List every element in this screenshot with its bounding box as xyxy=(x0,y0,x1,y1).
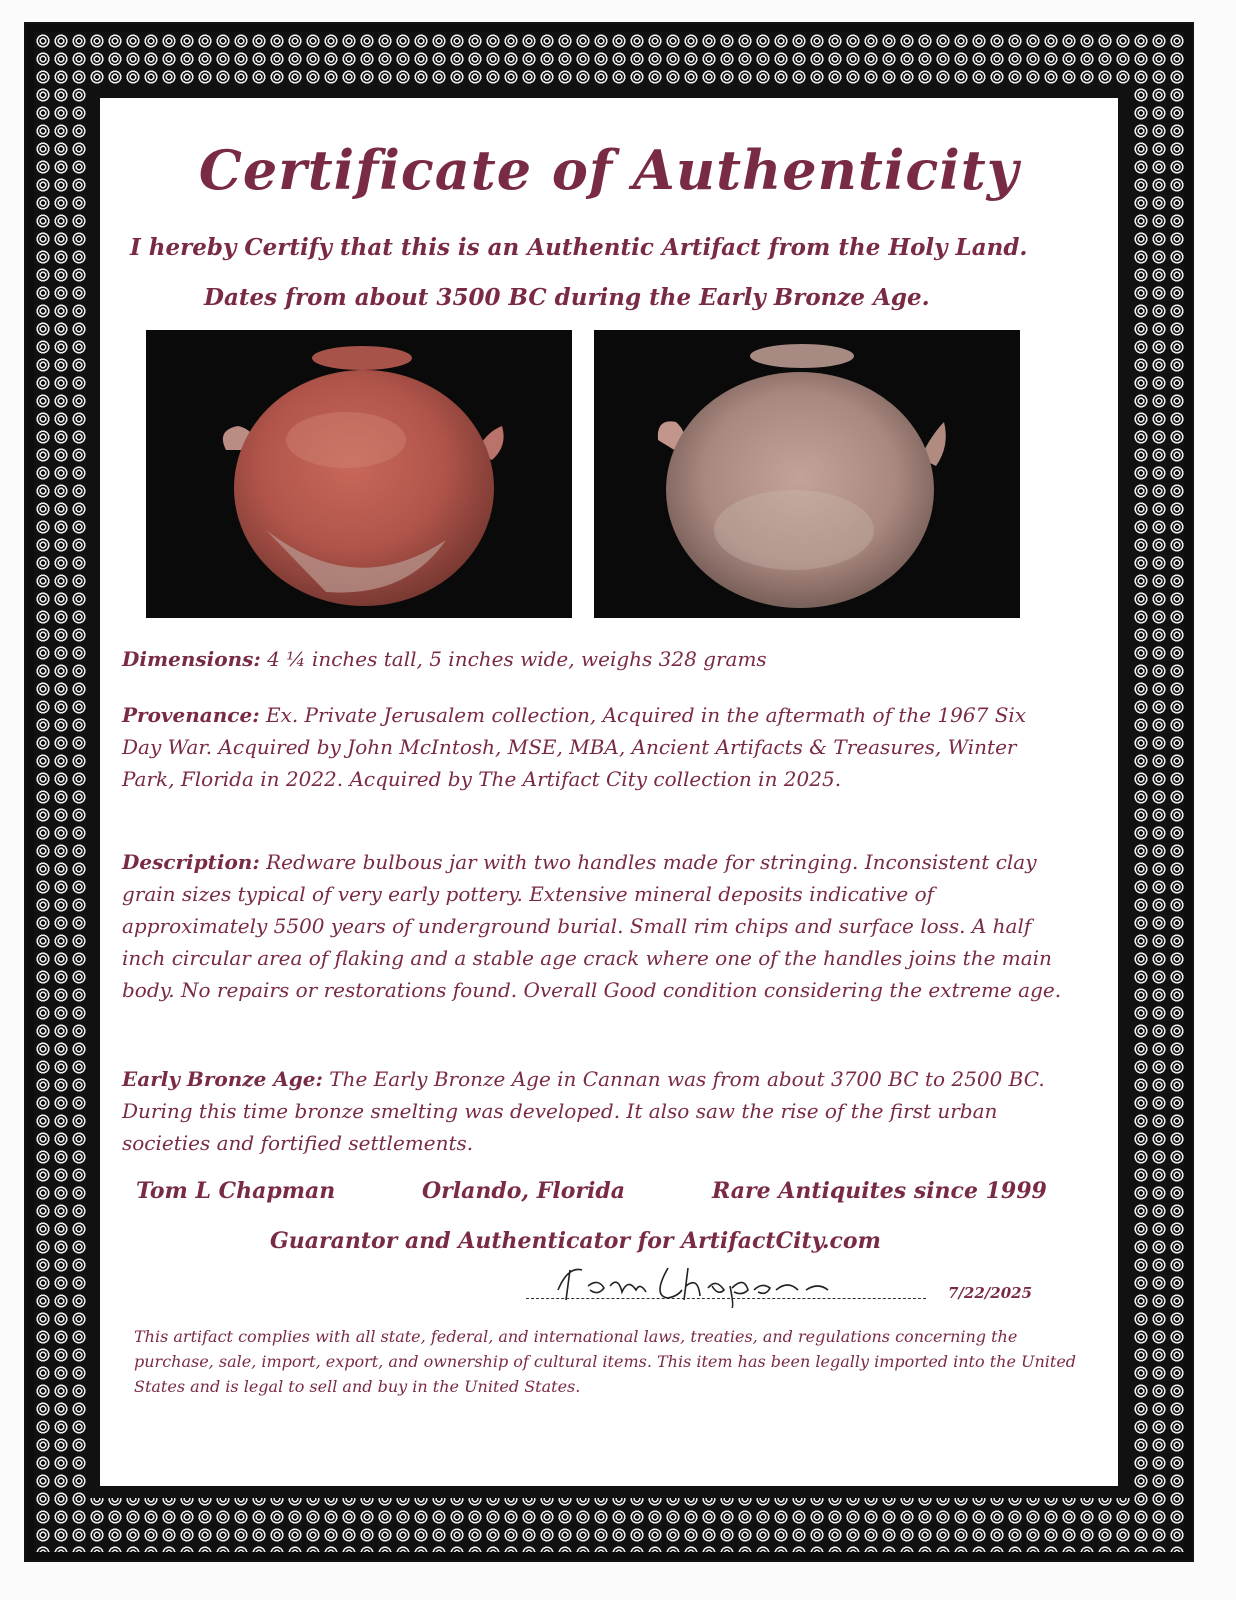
early-bronze-age-text: The Early Bronze Age in Cannan was from about 3700 BC to 2500 BC. During this time bronze smelting was developed. It also saw the rise of the first urban societies and fortified settlements. xyxy=(122,1067,1045,1155)
signature-date: 7/22/2025 xyxy=(948,1284,1033,1302)
certificate-page xyxy=(100,98,1118,1486)
early-bronze-age-paragraph xyxy=(122,1063,1062,1159)
legal-compliance-statement: This artifact complies with all state, federal, and international laws, treaties, and regulations concerning the purchase, sale, import, export, and ownership of cultural items. This item has been legally imported into the United States and is legal to sell and buy in the United States. xyxy=(134,1327,1077,1396)
dimensions-label: Dimensions: xyxy=(122,647,261,671)
business-since: Rare Antiquites since 1999 xyxy=(712,1178,1047,1204)
provenance-paragraph xyxy=(122,699,1062,795)
guarantor-line: Guarantor and Authenticator for ArtifactCity.com xyxy=(270,1228,881,1254)
provenance-label: Provenance: xyxy=(122,703,260,727)
artifact-photo-front xyxy=(146,330,572,618)
description-text: Redware bulbous jar with two handles made for stringing. Inconsistent clay grain sizes typical of very early pottery. Extensive mineral deposits indicative of approximately 5500 years of underground burial. Small rim chips and surface loss. A half inch circular area of flaking and a stable age crack where one of the handles joins the main body. No repairs or restorations found. Overall Good condition considering the extreme age. xyxy=(122,850,1062,1002)
dimensions-paragraph xyxy=(122,643,1062,675)
certificate-title: Certificate of Authenticity xyxy=(198,138,1020,202)
date-statement: Dates from about 3500 BC during the Early Bronze Age. xyxy=(204,284,930,311)
description-paragraph xyxy=(122,846,1062,1006)
dimensions-text: 4 ¼ inches tall, 5 inches wide, weighs 328 grams xyxy=(260,647,767,671)
provenance-text: Ex. Private Jerusalem collection, Acquired in the aftermath of the 1967 Six Day War. Acquired by John McIntosh, MSE, MBA, Ancient Artifacts & Treasures, Winter Park, Florida in 2022. Acquired by The Artifact City collection in 2025. xyxy=(122,703,1027,791)
handwritten-signature xyxy=(548,1256,878,1308)
signature-line xyxy=(526,1298,926,1299)
description-label: Description: xyxy=(122,850,260,874)
artifact-photo-back xyxy=(594,330,1020,618)
early-bronze-age-label: Early Bronze Age: xyxy=(122,1067,323,1091)
certify-statement: I hereby Certify that this is an Authentic Artifact from the Holy Land. xyxy=(130,234,1028,261)
signer-location: Orlando, Florida xyxy=(422,1178,625,1204)
signer-name: Tom L Chapman xyxy=(136,1178,336,1204)
